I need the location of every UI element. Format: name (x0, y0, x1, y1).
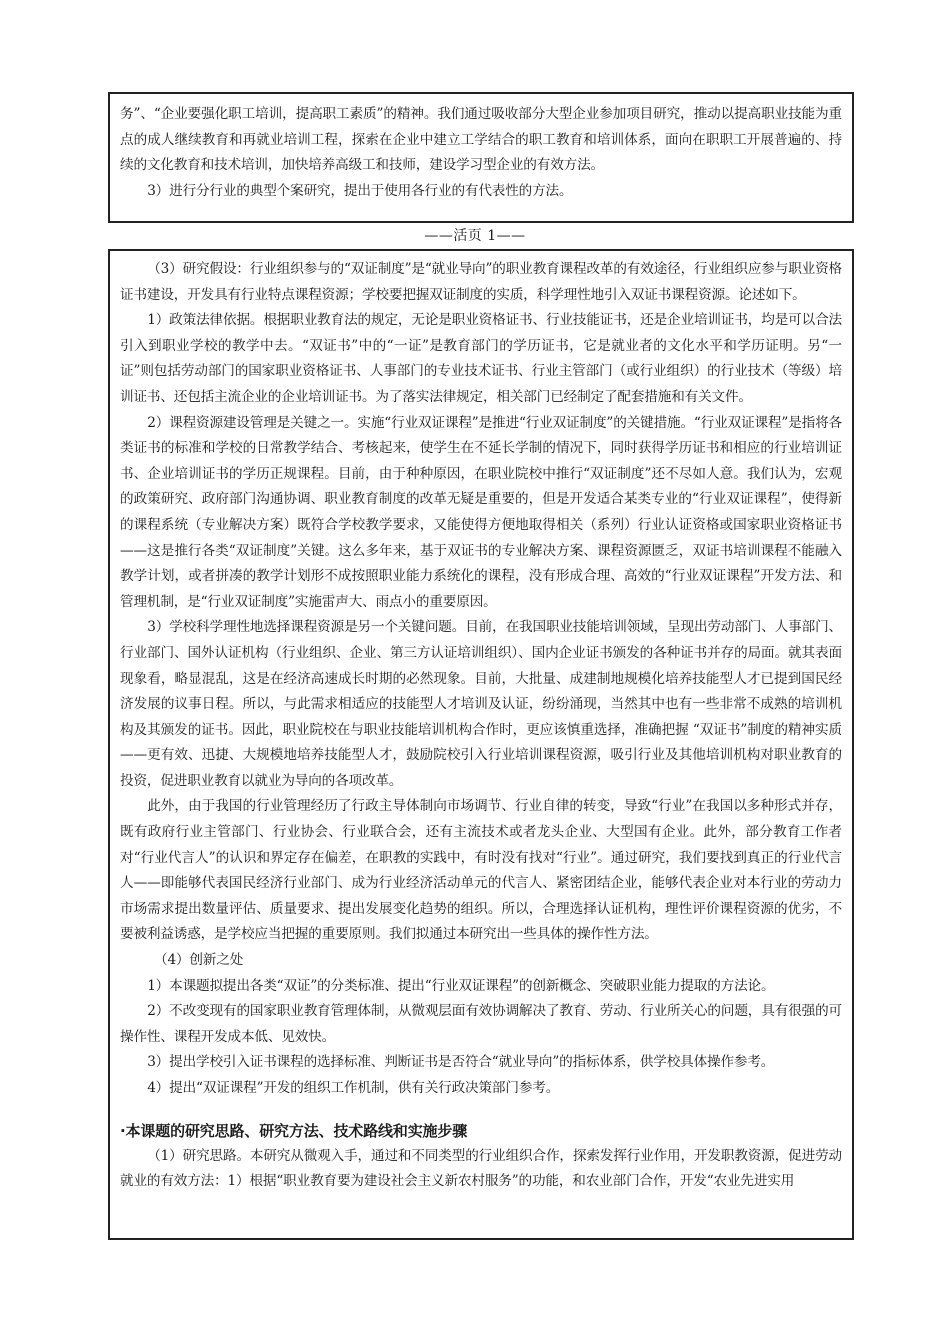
innovation-item: 3）提出学校引入证书课程的选择标准、判断证书是否符合“就业导向”的指标体系，供学校具体操作参考。 (147, 1054, 775, 1071)
body-paragraph: 此外，由于我国的行业管理经历了行政主导体制向市场调节、行业自律的转变，导致“行业”在我国以多种形式并存，既有政府行业主管部门、行业协会、行业联合会，还有主流技术或者龙头企业、大型国有企业。此外，部分教育工作者对“行业代言人”的认识和界定存在偏差，在职教的实践中，有时没有找对“行业”。通过研究，我们要找到真正的行业代言人——即能够代表国民经济行业部门、成为行业经济活动单元的代言人、紧密团结企业，能够代表企业对本行业的劳动力市场需求提出数量评估、质量要求、提出发展变化趋势的组织。所以，合理选择认证机构，理性评价课程资源的优劣，不要被利益诱惑，是学校应当把握的重要原则。我们拟通过本研究出一些具体的操作性方法。 (120, 798, 842, 943)
main-text-box (108, 249, 854, 1240)
continued-text-box (108, 92, 854, 223)
section-paragraph: （1）研究思路。本研究从微观入手，通过和不同类型的行业组织合作，探索发挥行业作用，开发职教资源，促进劳动就业的有效方法：1）根据“职业教育要为建设社会主义新农村服务”的功能，和农业部门合作，开发“农业先进实用 (120, 1147, 842, 1190)
section-title: ·本课题的研究思路、研究方法、技术路线和实施步骤 (120, 1121, 468, 1140)
body-paragraph: 2）课程资源建设管理是关键之一。实施“行业双证课程”是推进“行业双证制度”的关键措施。“行业双证课程”是指将各类证书的标准和学校的日常教学结合、考核起来，使学生在不延长学制的情况下，同时获得学历证书和相应的行业培训证书、企业培训证书的学历正规课程。目前，由于种种原因，在职业院校中推行“双证制度”还不尽如人意。我们认为，宏观的政策研究、政府部门沟通协调、职业教育制度的改革无疑是重要的，但是开发适合某类专业的“行业双证课程”，使得新的课程系统（专业解决方案）既符合学校教学要求，又能使得方便地取得相关（系列）行业认证资格或国家职业资格证书——这是推行各类“双证制度”关键。这么多年来，基于双证书的专业解决方案、课程资源匮乏，双证书培训课程不能融入教学计划，或者拼凑的教学计划形不成按照职业能力系统化的课程，没有形成合理、高效的“行业双证课程”开发方法、和管理机制，是“行业双证制度”实施雷声大、雨点小的重要原因。 (120, 414, 842, 610)
innovation-heading: （4）创新之处 (154, 952, 244, 969)
hypothesis-paragraph: （3）研究假设：行业组织参与的“双证制度”是“就业导向”的职业教育课程改革的有效途径，行业组织应参与职业资格证书建设，开发具有行业特点课程资源；学校要把握双证制度的实质，科学理性地引入双证书课程资源。论述如下。 (120, 261, 842, 303)
innovation-item: 2）不改变现有的国家职业教育管理体制，从微观层面有效协调解决了教育、劳动、行业所关心的问题，具有很强的可操作性、课程开发成本低、见效快。 (120, 1003, 842, 1045)
page-label: ——活页 1—— (424, 228, 526, 244)
body-paragraph: 1）政策法律依据。根据职业教育法的规定，无论是职业资格证书、行业技能证书，还是企业培训证书，均是可以合法引入到职业学校的教学中去。“双证书”中的“一证”是教育部门的学历证书，它是就业者的文化水平和学历证明。另“一证”则包括劳动部门的国家职业资格证书、人事部门的专业技术证书、行业主管部门（或行业组织）的行业技术（等级）培训证书、还包括主流企业的企业培训证书。为了落实法律规定，相关部门已经制定了配套措施和有关文件。 (120, 312, 842, 405)
continued-paragraph: 务”、“企业要强化职工培训，提高职工素质”的精神。我们通过吸收部分大型企业参加项目研究，推动以提高职业技能为重点的成人继续教育和再就业培训工程，探索在企业中建立工学结合的职工教育和培训体系，面向在职职工开展普遍的、持续的文化教育和技术培训，加快培养高级工和技师，建设学习型企业的有效方法。 (120, 106, 842, 174)
innovation-item: 4）提出“双证课程”开发的组织工作机制，供有关行政决策部门参考。 (147, 1080, 560, 1096)
innovation-item: 1）本课题拟提出各类“双证”的分类标准、提出“行业双证课程”的创新概念、突破职业能力提取的方法论。 (147, 977, 775, 994)
list-item: 3）进行分行业的典型个案研究，提出于使用各行业的有代表性的方法。 (147, 182, 573, 199)
body-paragraph: 3）学校科学理性地选择课程资源是另一个关键问题。目前，在我国职业技能培训领域，呈现出劳动部门、人事部门、行业部门、国外认证机构（行业组织、企业、第三方认证培训组织）、国内企业证书颁发的各种证书并存的局面。就其表面现象看，略显混乱，这是在经济高速成长时期的必然现象。目前，大批量、成建制地规模化培养技能型人才已提到国民经济发展的议事日程。所以，与此需求相适应的技能型人才培训及认证，纷纷涌现，当然其中也有一些非常不成熟的培训机构及其颁发的证书。因此，职业院校在与职业技能培训机构合作时，更应该慎重选择，准确把握 “双证书”制度的精神实质——更有效、迅捷、大规模地培养技能型人才，鼓励院校引入行业培训课程资源，吸引行业及其他培训机构对职业教育的投资，促进职业教育以就业为导向的各项改革。 (120, 619, 842, 789)
